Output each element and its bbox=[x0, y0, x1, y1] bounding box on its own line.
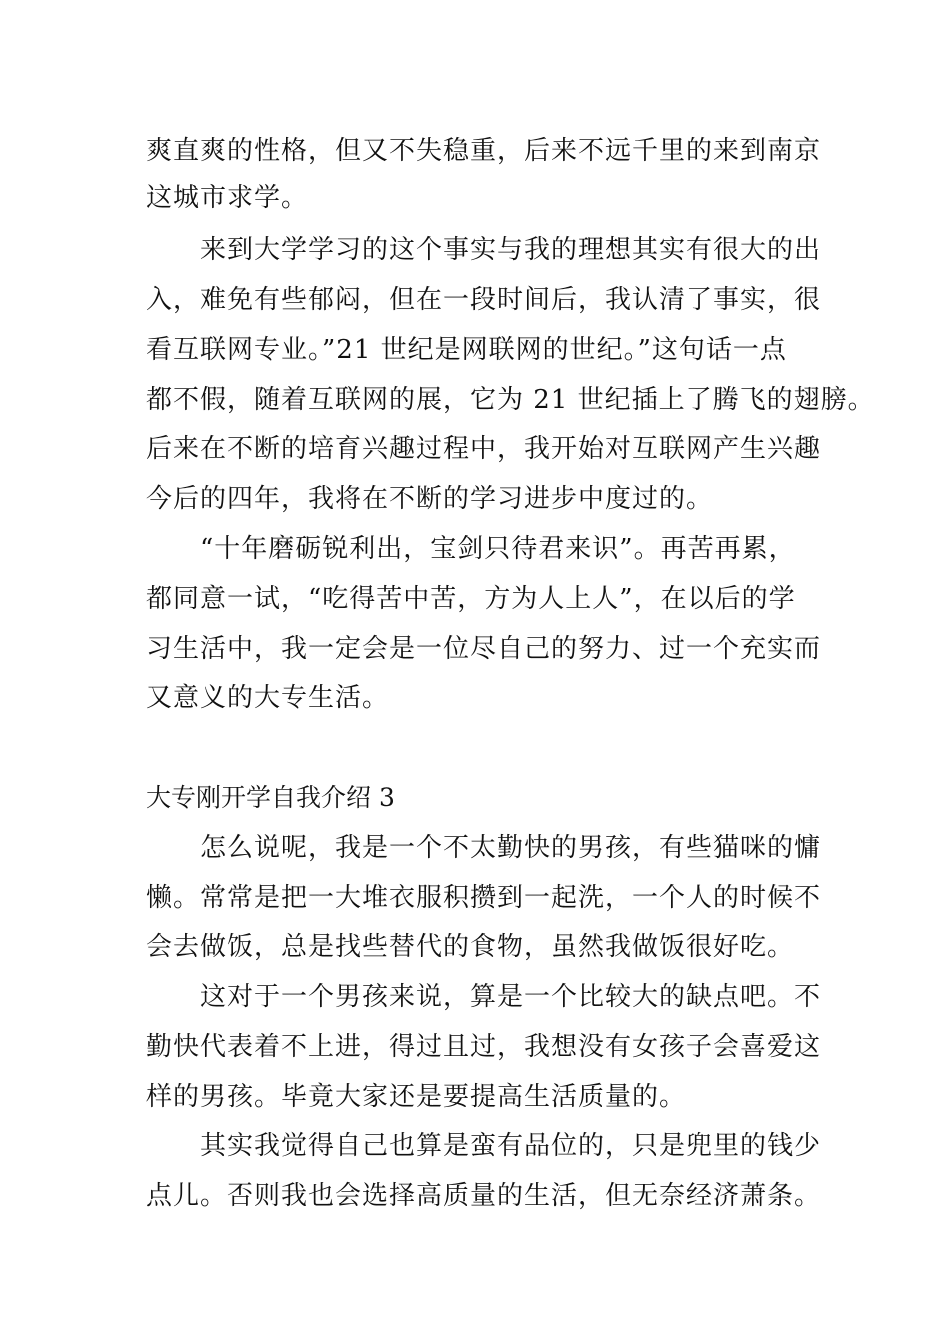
text-line: 这城市求学。 bbox=[146, 183, 309, 213]
text-line: “十年磨砺锐利出，宝剑只待君来识”。再苦再累， bbox=[200, 534, 796, 564]
text-line: 习生活中，我一定会是一位尽自己的努力、过一个充实而 bbox=[146, 634, 822, 664]
text-line: 都不假，随着互联网的展，它为 21 世纪插上了腾飞的翅膀。 bbox=[146, 385, 875, 415]
section-heading: 大专刚开学自我介绍 3 bbox=[146, 783, 395, 812]
text-line: 入，难免有些郁闷，但在一段时间后，我认清了事实，很 bbox=[146, 285, 822, 315]
text-line: 后来在不断的培育兴趣过程中，我开始对互联网产生兴趣 bbox=[146, 434, 822, 464]
text-line: 会去做饭，总是找些替代的食物，虽然我做饭很好吃。 bbox=[146, 932, 795, 962]
text-line: 又意义的大专生活。 bbox=[146, 683, 390, 713]
text-line: 看互联网专业。”21 世纪是网联网的世纪。”这句话一点 bbox=[146, 335, 787, 365]
text-line: 来到大学学习的这个事实与我的理想其实有很大的出 bbox=[200, 235, 822, 265]
text-line: 都同意一试，“吃得苦中苦，方为人上人”，在以后的学 bbox=[146, 584, 796, 614]
text-line: 爽直爽的性格，但又不失稳重，后来不远千里的来到南京 bbox=[146, 136, 822, 166]
text-line: 怎么说呢，我是一个不太勤快的男孩，有些猫咪的慵 bbox=[200, 833, 822, 863]
text-line: 懒。常常是把一大堆衣服积攒到一起洗，一个人的时候不 bbox=[146, 883, 822, 913]
text-line: 其实我觉得自己也算是蛮有品位的，只是兜里的钱少 bbox=[200, 1131, 822, 1161]
text-line: 今后的四年，我将在不断的学习进步中度过的。 bbox=[146, 484, 714, 514]
text-line: 这对于一个男孩来说，算是一个比较大的缺点吧。不 bbox=[200, 982, 822, 1012]
text-line: 点儿。否则我也会选择高质量的生活，但无奈经济萧条。 bbox=[146, 1181, 822, 1211]
text-line: 样的男孩。毕竟大家还是要提高生活质量的。 bbox=[146, 1082, 687, 1112]
text-line: 勤快代表着不上进，得过且过，我想没有女孩子会喜爱这 bbox=[146, 1032, 822, 1062]
